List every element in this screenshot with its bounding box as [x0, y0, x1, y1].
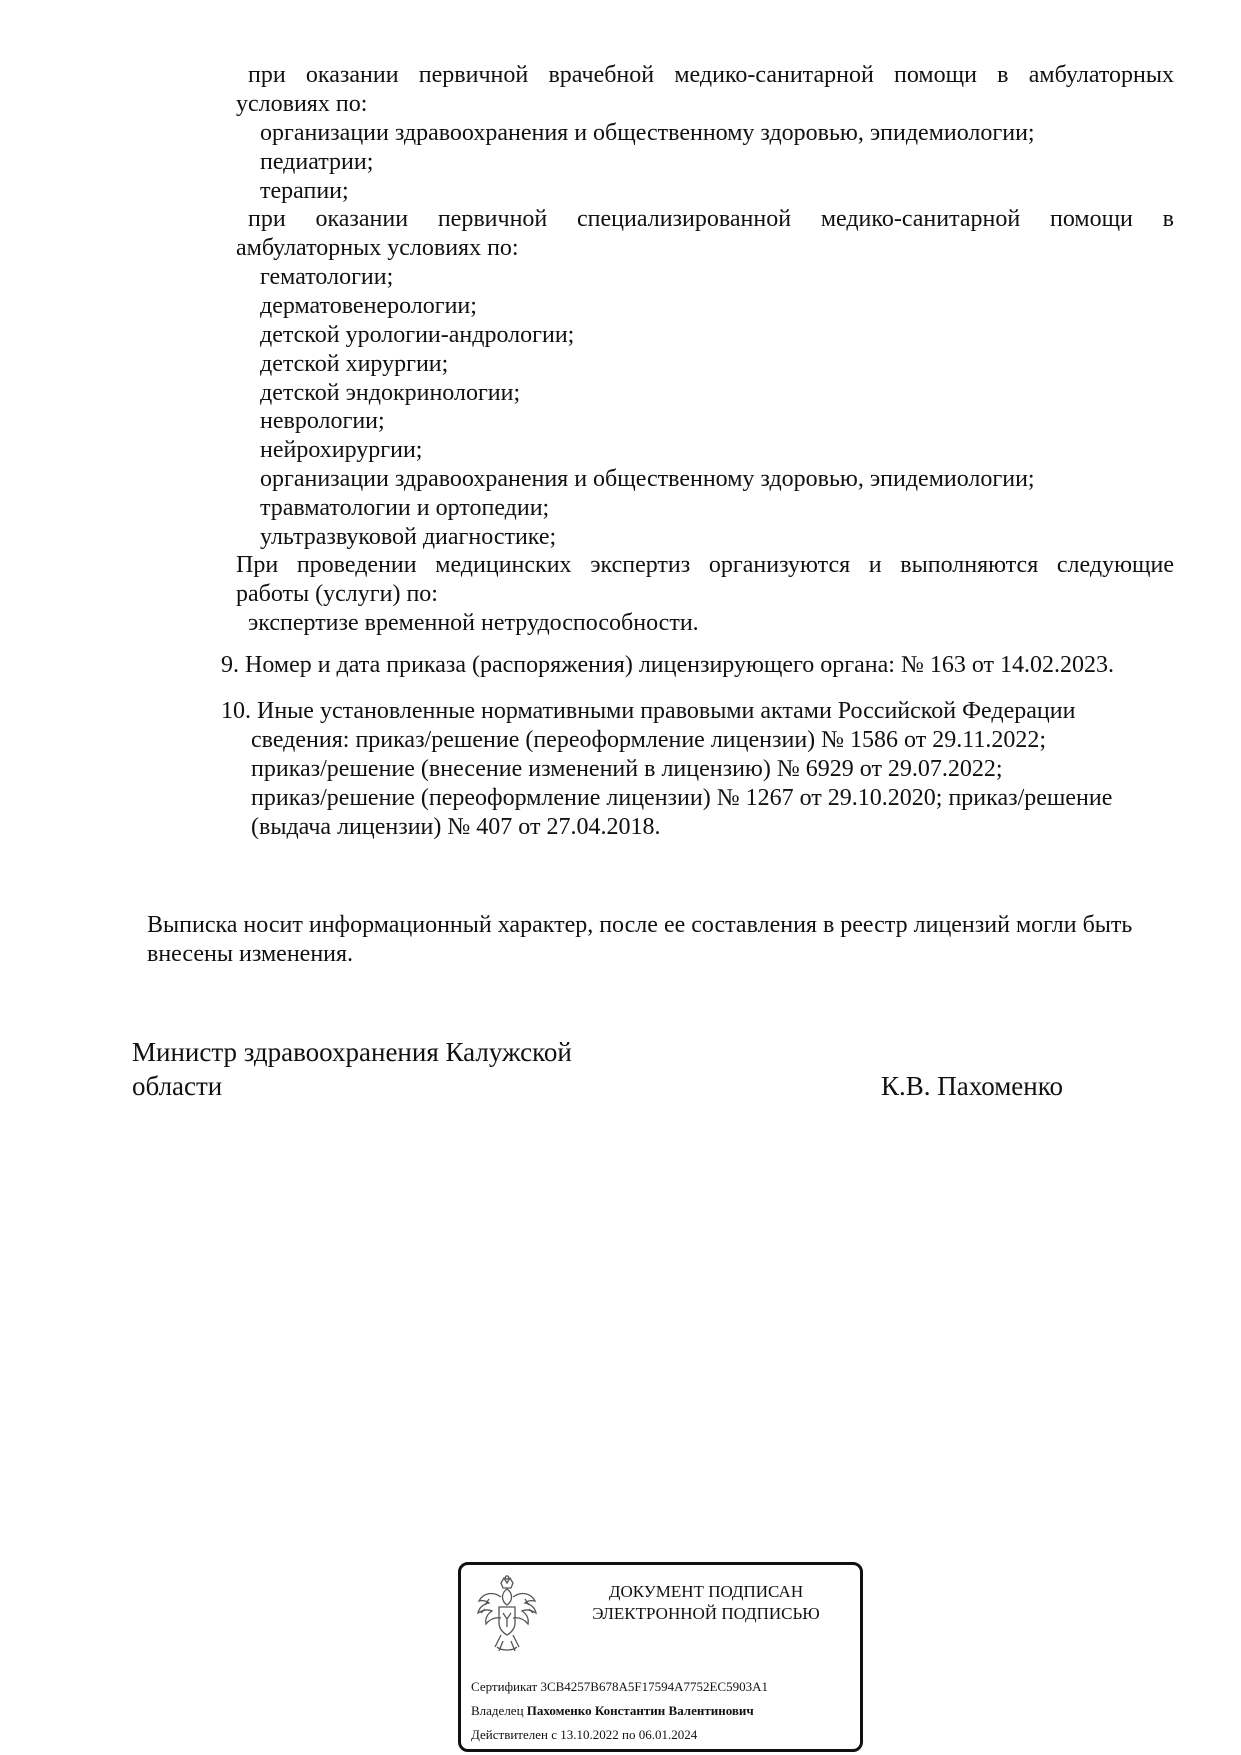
specialized-care-item: гематологии;: [260, 264, 394, 290]
owner-line: [471, 1702, 754, 1719]
disclaimer-note: внесены изменения.: [147, 941, 354, 967]
expertise-intro: При проведении медицинских экспертиз организуются и выполняются следующие: [236, 552, 1174, 578]
e-signature-header: ЭЛЕКТРОННОЙ ПОДПИСЬЮ: [592, 1604, 820, 1623]
other-info-line: сведения: приказ/решение (переоформление лицензии) № 1586 от 29.11.2022;: [251, 727, 1046, 753]
certificate-line: [471, 1678, 768, 1695]
primary-care-item: педиатрии;: [260, 149, 374, 175]
expertise-intro-cont: работы (услуги) по:: [236, 581, 438, 607]
specialized-care-item: травматологии и ортопедии;: [260, 495, 550, 521]
specialized-care-item: неврологии;: [260, 408, 385, 434]
e-signature-header: ДОКУМЕНТ ПОДПИСАН: [608, 1582, 804, 1601]
owner-value: Пахоменко Константин Валентинович: [526, 1703, 754, 1718]
specialized-care-item: ультразвуковой диагностике;: [260, 524, 557, 550]
specialized-care-item: организации здравоохранения и общественному здоровью, эпидемиологии;: [260, 466, 1035, 492]
signatory-name: К.В. Пахоменко: [881, 1071, 1063, 1101]
primary-care-intro-cont: условиях по:: [236, 91, 368, 117]
other-info-line: (выдача лицензии) № 407 от 27.04.2018.: [251, 814, 661, 840]
coat-of-arms-icon: [475, 1575, 539, 1659]
other-info-line: 10. Иные установленные нормативными правовыми актами Российской Федерации: [221, 698, 1076, 724]
expertise-item: экспертизе временной нетрудоспособности.: [248, 610, 699, 636]
owner-label: Владелец: [471, 1703, 524, 1718]
specialized-care-item: детской хирургии;: [260, 351, 449, 377]
other-info-line: приказ/решение (внесение изменений в лицензию) № 6929 от 29.07.2022;: [251, 756, 1003, 782]
specialized-care-item: нейрохирургии;: [260, 437, 423, 463]
other-info-line: приказ/решение (переоформление лицензии) № 1267 от 29.10.2020; приказ/решение: [251, 785, 1113, 811]
specialized-care-intro-cont: амбулаторных условиях по:: [236, 235, 519, 261]
disclaimer-note: Выписка носит информационный характер, после ее составления в реестр лицензий могли быть: [147, 912, 1133, 938]
primary-care-item: организации здравоохранения и общественному здоровью, эпидемиологии;: [260, 120, 1035, 146]
certificate-value: 3CB4257B678A5F17594A7752EC5903A1: [540, 1679, 768, 1694]
certificate-label: Сертификат: [471, 1679, 538, 1694]
primary-care-item: терапии;: [260, 178, 349, 204]
specialized-care-intro: при оказании первичной специализированной медико-санитарной помощи в: [248, 206, 1174, 232]
signatory-title: Министр здравоохранения Калужской: [132, 1037, 572, 1067]
primary-care-intro: при оказании первичной врачебной медико-санитарной помощи в амбулаторных: [248, 62, 1174, 88]
specialized-care-item: дерматовенерологии;: [260, 293, 477, 319]
specialized-care-item: детской эндокринологии;: [260, 380, 521, 406]
license-order-item-9: 9. Номер и дата приказа (распоряжения) лицензирующего органа: № 163 от 14.02.2023.: [221, 652, 1115, 678]
specialized-care-item: детской урологии-андрологии;: [260, 322, 575, 348]
e-signature-stamp: [458, 1562, 863, 1752]
validity-line: Действителен с 13.10.2022 по 06.01.2024: [471, 1727, 698, 1742]
signatory-title: области: [132, 1071, 223, 1101]
